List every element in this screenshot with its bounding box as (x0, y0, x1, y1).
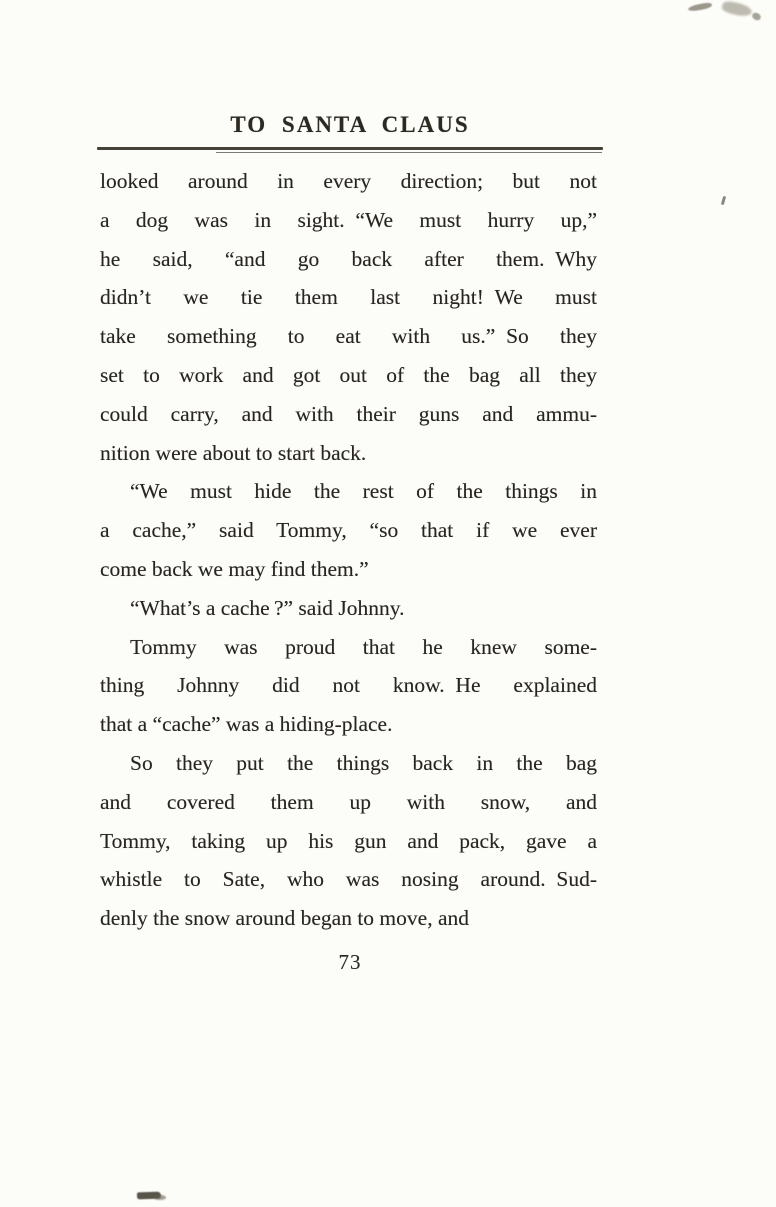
text-line: looked around in every direction; but not (100, 169, 597, 193)
text-line: a cache,” said Tommy, “so that if we ever (100, 518, 597, 543)
running-header (97, 112, 603, 138)
text-line: could carry, and with their guns and ammu- (100, 401, 597, 426)
text-line: set to work and got out of the bag all they (100, 362, 597, 387)
text-line: take something to eat with us.” So they (100, 324, 597, 349)
paragraph (100, 628, 597, 744)
text-line: “We must hide the rest of the things in (130, 479, 597, 504)
body-text (100, 162, 597, 938)
ink-smudge-bottom-left (137, 1192, 161, 1200)
paragraph (100, 589, 597, 628)
text-line: that a “cache” was a hiding-place. (100, 712, 393, 737)
text-line: nition were about to start back. (100, 440, 367, 465)
text-line: didn’t we tie them last night! We must (100, 285, 597, 310)
header-rule-echo (216, 152, 602, 153)
text-line: So they put the things back in the bag (130, 750, 597, 775)
text-line: “What’s a cache ?” said Johnny. (130, 595, 405, 620)
ink-smudge-top-right (688, 2, 713, 12)
ink-smudge-top-right (751, 11, 762, 22)
text-line: Tommy, taking up his gun and pack, gave a (100, 828, 597, 853)
running-header-title: TO SANTA CLAUS (230, 112, 470, 137)
header-rule (97, 147, 603, 150)
ink-smudge-top-right (721, 0, 753, 18)
paragraph (100, 744, 597, 938)
text-line: Tommy was proud that he knew some- (130, 634, 597, 659)
paragraph (100, 472, 597, 588)
page-number: 73 (338, 950, 362, 974)
text-line: denly the snow around began to move, and (100, 906, 469, 931)
text-line: come back we may find them.” (100, 556, 369, 581)
text-line: and covered them up with snow, and (100, 789, 597, 814)
text-line: whistle to Sate, who was nosing around. Sud- (100, 867, 597, 892)
text-line: thing Johnny did not know. He explained (100, 673, 597, 698)
ink-smudge-bottom-left (154, 1195, 166, 1200)
text-line: he said, “and go back after them. Why (100, 246, 597, 271)
ink-mark-right-margin (721, 196, 726, 205)
text-line: a dog was in sight. “We must hurry up,” (100, 207, 597, 232)
paragraph (100, 162, 597, 472)
